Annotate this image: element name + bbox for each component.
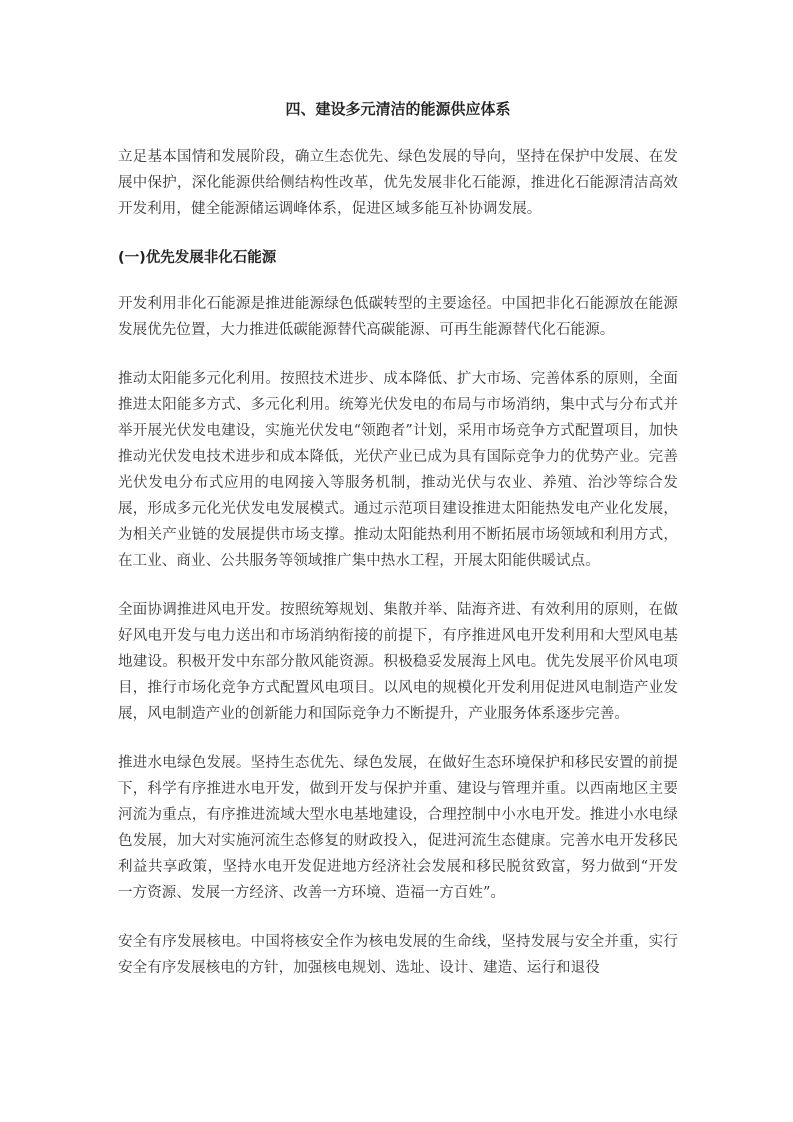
paragraph-hydro: 推进水电绿色发展。坚持生态优先、绿色发展，在做好生态环境保护和移民安置的前提下，科学有序推进水电开发，做到开发与保护并重、建设与管理并重。以西南地区主要河流为重点，有序推进流域大型水电基地建设，合理控制中小水电开发。推进小水电绿色发展，加大对实施河流生态修复的财政投入，促进河流生态健康。完善水电开发移民利益共享政策，坚持水电开发促进地方经济社会发展和移民脱贫致富，努力做到“开发一方资源、发展一方经济、改善一方环境、造福一方百姓”。 — [118, 755, 678, 901]
paragraph-nuclear: 安全有序发展核电。中国将核安全作为核电发展的生命线，坚持发展与安全并重，实行安全有序发展核电的方针，加强核电规划、选址、设计、建造、运行和退役 — [118, 934, 678, 976]
paragraph-solar: 推动太阳能多元化利用。按照技术进步、成本降低、扩大市场、完善体系的原则，全面推进太阳能多方式、多元化利用。统筹光伏发电的布局与市场消纳，集中式与分布式并举开展光伏发电建设，实施光伏发电“领跑者”计划，采用市场竞争方式配置项目，加快推动光伏发电技术进步和成本降低，光伏产业已成为具有国际竞争力的优势产业。完善光伏发电分布式应用的电网接入等服务机制，推动光伏与农业、养殖、治沙等综合发展，形成多元化光伏发电发展模式。通过示范项目建设推进太阳能热发电产业化发展，为相关产业链的发展提供市场支撑。推动太阳能热利用不断拓展市场领域和利用方式，在工业、商业、公共服务等领域推广集中热水工程，开展太阳能供暖试点。 — [118, 371, 678, 569]
section-heading: (一)优先发展非化石能源 — [118, 250, 277, 266]
document-title: 四、建设多元清洁的能源供应体系 — [285, 100, 511, 118]
paragraph-wind: 全面协调推进风电开发。按照统筹规划、集散并举、陆海齐进、有效利用的原则，在做好风电开发与电力送出和市场消纳衔接的前提下，有序推进风电开发利用和大型风电基地建设。积极开发中东部分散风能资源。积极稳妥发展海上风电。优先发展平价风电项目，推行市场化竞争方式配置风电项目。以风电的规模化开发利用促进风电制造产业发展，风电制造产业的创新能力和国际竞争力不断提升，产业服务体系逐步完善。 — [118, 602, 678, 722]
intro-paragraph: 立足基本国情和发展阶段，确立生态优先、绿色发展的导向，坚持在保护中发展、在发展中保护，深化能源供给侧结构性改革，优先发展非化石能源，推进化石能源清洁高效开发利用，健全能源储运调峰体系，促进区域多能互补协调发展。 — [118, 149, 678, 217]
document-page — [118, 96, 678, 1004]
paragraph-non-fossil: 开发利用非化石能源是推进能源绿色低碳转型的主要途径。中国把非化石能源放在能源发展优先位置，大力推进低碳能源替代高碳能源、可再生能源替代化石能源。 — [118, 296, 678, 338]
